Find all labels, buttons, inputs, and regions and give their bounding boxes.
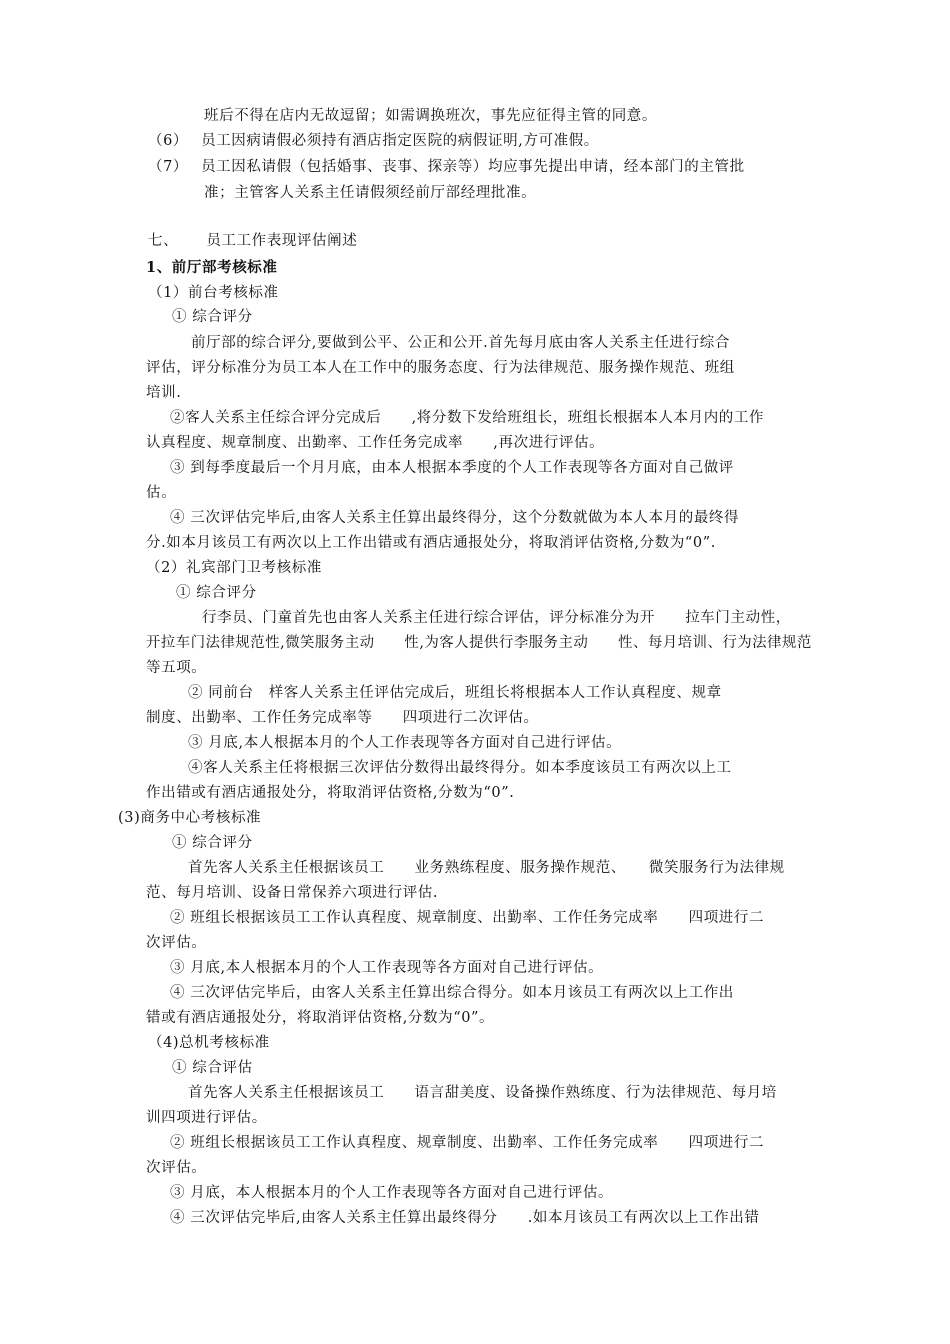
- text-line: (3)商务中心考核标准: [118, 810, 262, 826]
- text-line: 行李员、门童首先也由客人关系主任进行综合评估，评分标准分为开 拉车门主动性，: [202, 610, 791, 626]
- text-line: 首先客人关系主任根据该员工 业务熟练程度、服务操作规范、 微笑服务行为法律规: [188, 860, 785, 876]
- text-line: （6） 员工因病请假必须持有酒店指定医院的病假证明,方可准假。: [148, 133, 599, 149]
- text-line: ③ 到每季度最后一个月月底，由本人根据本季度的个人工作表现等各方面对自己做评: [170, 460, 734, 476]
- text-line: 班后不得在店内无故逗留；如需调换班次，事先应征得主管的同意。: [204, 108, 657, 124]
- section-heading: 七、 员工工作表现评估阐述: [148, 233, 358, 249]
- text-line: ① 综合评分: [172, 835, 253, 851]
- text-line: ① 综合评分: [172, 309, 253, 325]
- text-line: （7） 员工因私请假（包括婚事、丧事、探亲等）均应事先提出申请，经本部门的主管批: [148, 159, 745, 175]
- text-line: ③ 月底,本人根据本月的个人工作表现等各方面对自己进行评估。: [188, 735, 622, 751]
- text-line: ③ 月底,本人根据本月的个人工作表现等各方面对自己进行评估。: [170, 960, 604, 976]
- text-line: （1）前台考核标准: [148, 285, 279, 301]
- text-line: ② 同前台 样客人关系主任评估完成后，班组长将根据本人工作认真程度、规章: [188, 685, 722, 701]
- text-line: 分.如本月该员工有两次以上工作出错或有酒店通报处分，将取消评估资格,分数为“0”.: [146, 535, 716, 551]
- text-line: 次评估。: [146, 1160, 207, 1176]
- text-line: 估。: [146, 485, 177, 501]
- text-line: 认真程度、规章制度、出勤率、工作任务完成率 ,再次进行评估。: [146, 435, 605, 451]
- text-line: 制度、出勤率、工作任务完成率等 四项进行二次评估。: [146, 710, 539, 726]
- text-line: （4)总机考核标准: [148, 1035, 270, 1051]
- text-line: 前厅部的综合评分,要做到公平、公正和公开.首先每月底由客人关系主任进行综合: [191, 335, 730, 351]
- text-line: ④客人关系主任将根据三次评估分数得出最终得分。如本季度该员工有两次以上工: [188, 760, 732, 776]
- text-line: 训四项进行评估。: [146, 1110, 267, 1126]
- text-line: 首先客人关系主任根据该员工 语言甜美度、设备操作熟练度、行为法律规范、每月培: [188, 1085, 777, 1101]
- text-line: 次评估。: [146, 935, 207, 951]
- text-line: ③ 月底，本人根据本月的个人工作表现等各方面对自己进行评估。: [170, 1185, 614, 1201]
- text-line: 错或有酒店通报处分，将取消评估资格,分数为“0”。: [146, 1010, 495, 1026]
- text-line: 范、每月培训、设备日常保养六项进行评估.: [146, 885, 439, 901]
- text-line: ②客人关系主任综合评分完成后 ,将分数下发给班组长，班组长根据本人本月内的工作: [170, 410, 765, 426]
- subsection-heading: 1、前厅部考核标准: [146, 259, 278, 276]
- text-line: 等五项。: [146, 660, 207, 676]
- text-line: ④ 三次评估完毕后，由客人关系主任算出综合得分。如本月该员工有两次以上工作出: [170, 985, 734, 1001]
- text-line: 准；主管客人关系主任请假须经前厅部经理批准。: [204, 185, 537, 201]
- text-line: 评估，评分标准分为员工本人在工作中的服务态度、行为法律规范、服务操作规范、班组: [146, 360, 735, 376]
- text-line: 培训.: [146, 385, 182, 401]
- text-line: ② 班组长根据该员工工作认真程度、规章制度、出勤率、工作任务完成率 四项进行二: [170, 1135, 765, 1151]
- text-line: ① 综合评估: [172, 1060, 253, 1076]
- text-line: ② 班组长根据该员工工作认真程度、规章制度、出勤率、工作任务完成率 四项进行二: [170, 910, 765, 926]
- text-line: （2）礼宾部门卫考核标准: [146, 560, 322, 576]
- text-line: ④ 三次评估完毕后,由客人关系主任算出最终得分，这个分数就做为本人本月的最终得: [170, 510, 740, 526]
- text-line: ① 综合评分: [176, 585, 257, 601]
- text-line: ④ 三次评估完毕后,由客人关系主任算出最终得分 .如本月该员工有两次以上工作出错: [170, 1210, 760, 1226]
- text-line: 作出错或有酒店通报处分，将取消评估资格,分数为“0”.: [146, 785, 515, 801]
- text-line: 开拉车门法律规范性,微笑服务主动 性,为客人提供行李服务主动 性、每月培训、行为法律规范: [146, 635, 812, 651]
